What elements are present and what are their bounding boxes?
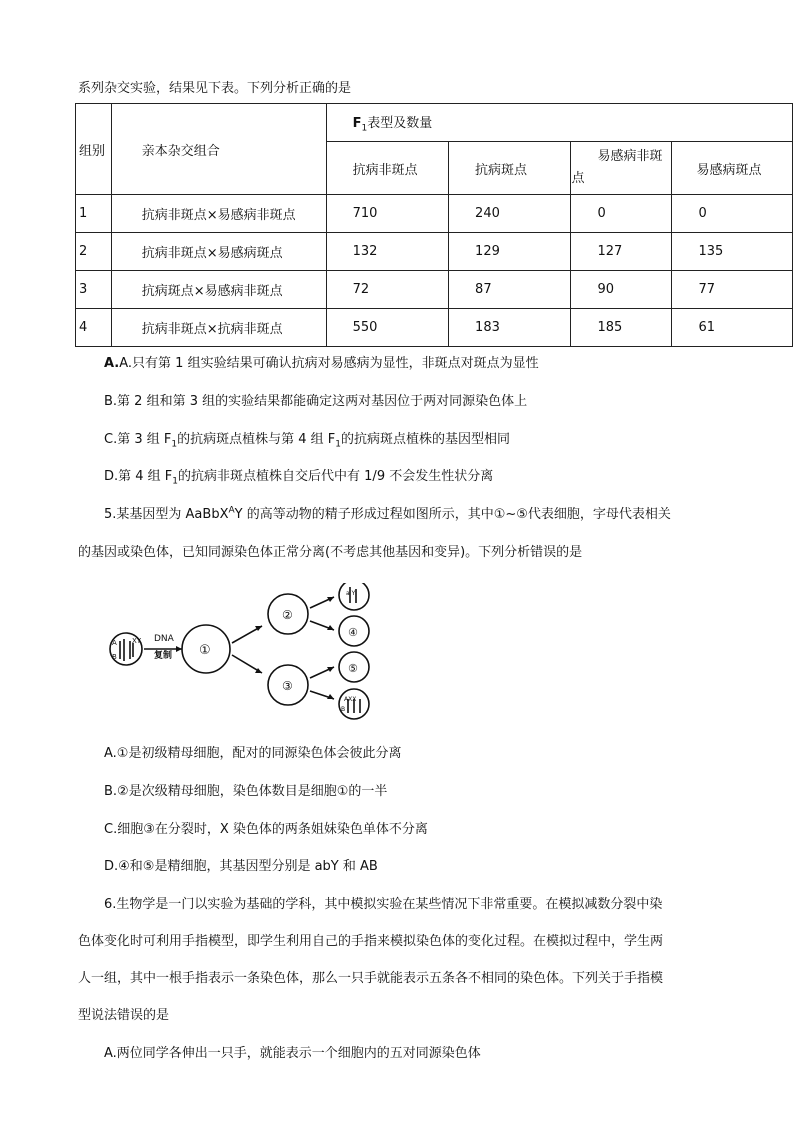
group-cell: 3 bbox=[76, 271, 112, 309]
cross-cell: 抗病斑点×易感病非斑点 bbox=[111, 271, 326, 309]
q5-option-a: A.①是初级精母细胞，配对的同源染色体会彼此分离 bbox=[104, 746, 402, 761]
value-cell: 0 bbox=[672, 195, 793, 233]
parent-gene-xy: XY bbox=[132, 637, 142, 645]
cross-cell: 抗病非斑点×易感病非斑点 bbox=[111, 195, 326, 233]
header-parents: 亲本杂交组合 bbox=[111, 104, 326, 195]
bottom-sperm-genes: AXX bbox=[344, 696, 357, 703]
value-cell: 72 bbox=[326, 271, 448, 309]
f1-letter: F bbox=[352, 115, 362, 131]
q6-stem-line2: 色体变化时可利用手指模型，即学生利用自己的手指来模拟染色体的变化过程。在模拟过程中，学生两 bbox=[78, 934, 664, 949]
q6-option-a: A.两位同学各伸出一只手，就能表示一个细胞内的五对同源染色体 bbox=[104, 1046, 481, 1061]
cell-2-label: ② bbox=[282, 608, 293, 622]
arrowhead bbox=[176, 646, 182, 652]
value-cell: 127 bbox=[571, 233, 672, 271]
header-f1 bbox=[326, 104, 792, 142]
value-cell: 0 bbox=[571, 195, 672, 233]
parent-gene-b: B bbox=[112, 653, 117, 661]
value-cell: 90 bbox=[571, 271, 672, 309]
phenotype-header: 抗病斑点 bbox=[449, 142, 571, 195]
intro-text: 系列杂交实验，结果见下表。下列分析正确的是 bbox=[78, 81, 352, 96]
value-cell: 77 bbox=[672, 271, 793, 309]
value-cell: 710 bbox=[326, 195, 448, 233]
group-cell: 1 bbox=[76, 195, 112, 233]
spermatogenesis-diagram bbox=[108, 583, 388, 723]
header-group: 组别 bbox=[76, 104, 112, 195]
replication-label: 复制 bbox=[154, 651, 173, 661]
phenotype-header-text: 易感病非斑点 bbox=[571, 149, 663, 186]
cell-4-label: ④ bbox=[348, 626, 358, 639]
q5-stem-line2: 的基因或染色体，已知同源染色体正常分离(不考虑其他基因和变异)。下列分析错误的是 bbox=[78, 545, 583, 560]
dna-label: DNA bbox=[154, 634, 174, 644]
value-cell: 183 bbox=[449, 309, 571, 347]
cell-3-label: ③ bbox=[282, 679, 293, 693]
q4-option-a: A.A.只有第 1 组实验结果可确认抗病对易感病为显性，非斑点对斑点为显性 bbox=[104, 356, 539, 371]
cross-cell: 抗病非斑点×易感病斑点 bbox=[111, 233, 326, 271]
q5-option-d: D.④和⑤是精细胞，其基因型分别是 abY 和 AB bbox=[104, 859, 378, 874]
top-sperm-genes: a Y bbox=[346, 590, 356, 597]
f1-header-label: 表型及数量 bbox=[367, 115, 433, 131]
value-cell: 132 bbox=[326, 233, 448, 271]
table-header-row bbox=[76, 104, 793, 142]
cross-results-table bbox=[75, 103, 793, 347]
phenotype-header: 抗病非斑点 bbox=[326, 142, 448, 195]
value-cell: 135 bbox=[672, 233, 793, 271]
group-cell: 4 bbox=[76, 309, 112, 347]
value-cell: 129 bbox=[449, 233, 571, 271]
value-cell: 185 bbox=[571, 309, 672, 347]
q5-option-b: B.②是次级精母细胞，染色体数目是细胞①的一半 bbox=[104, 784, 388, 799]
value-cell: 61 bbox=[672, 309, 793, 347]
q5-stem-line1: 5.某基因型为 AaBbX$^A$Y 的高等动物的精子形成过程如图所示，其中①~⑤代表细胞，字母代表相关 bbox=[104, 505, 671, 522]
q4-option-b: B.第 2 组和第 3 组的实验结果都能确定这两对基因位于两对同源染色体上 bbox=[104, 394, 528, 409]
parent-gene-a: A bbox=[112, 639, 117, 647]
cell-5-label: ⑤ bbox=[348, 662, 358, 675]
phenotype-header bbox=[571, 142, 672, 195]
table-row bbox=[76, 195, 793, 233]
q6-stem-line1: 6.生物学是一门以实验为基础的学科，其中模拟实验在某些情况下非常重要。在模拟减数分裂中染 bbox=[104, 897, 663, 912]
table-row bbox=[76, 309, 793, 347]
q4-option-c: C.第 3 组 $F_1$的抗病斑点植株与第 4 组 $F_1$的抗病斑点植株的基因型相同 bbox=[104, 432, 510, 450]
q6-stem-line4: 型说法错误的是 bbox=[78, 1008, 170, 1023]
table-row bbox=[76, 271, 793, 309]
bottom-sperm-gene-b: B bbox=[341, 706, 346, 713]
cell-1-label: ① bbox=[199, 643, 211, 658]
f1-sub: 1 bbox=[361, 123, 368, 134]
value-cell: 550 bbox=[326, 309, 448, 347]
q5-option-c: C.细胞③在分裂时，X 染色体的两条姐妹染色单体不分离 bbox=[104, 822, 428, 837]
q6-stem-line3: 人一组，其中一根手指表示一条染色体，那么一只手就能表示五条各不相同的染色体。下列关于手指模 bbox=[78, 971, 664, 986]
value-cell: 240 bbox=[449, 195, 571, 233]
phenotype-header: 易感病斑点 bbox=[672, 142, 793, 195]
group-cell: 2 bbox=[76, 233, 112, 271]
table-row bbox=[76, 233, 793, 271]
q4-option-d: D.第 4 组 $F_1$的抗病非斑点植株自交后代中有 1/9 不会发生性状分离 bbox=[104, 469, 494, 487]
value-cell: 87 bbox=[449, 271, 571, 309]
cross-cell: 抗病非斑点×抗病非斑点 bbox=[111, 309, 326, 347]
